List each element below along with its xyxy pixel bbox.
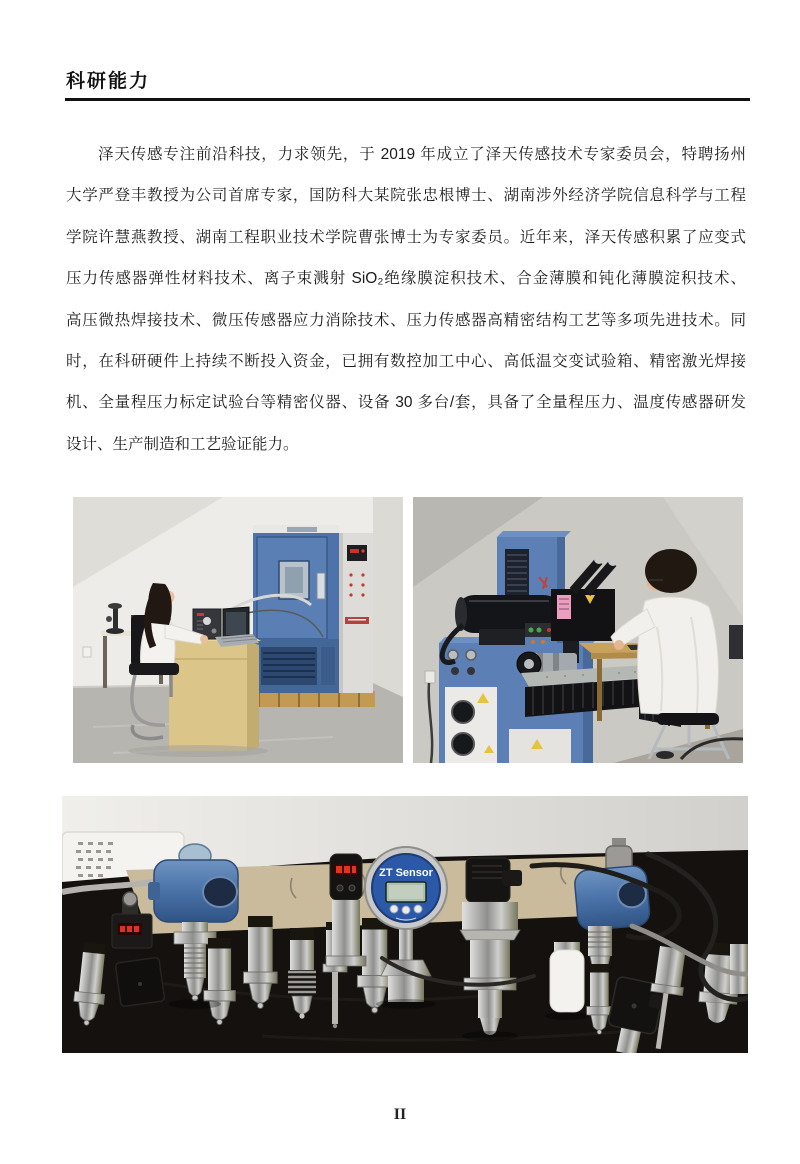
wall-outlet xyxy=(425,671,435,683)
paragraph-line: 学院许慧燕教授、湖南工程职业技术学院曹张博士为专家委员。近年来，泽天传感积累了应变式 xyxy=(66,228,746,246)
body-paragraph xyxy=(66,134,746,465)
photo-sensor-products xyxy=(62,796,748,1053)
title-rule xyxy=(65,98,750,101)
photo-test-chamber-lab xyxy=(73,497,403,763)
paragraph-line: 时，在科研硬件上持续不断投入资金，已拥有数控加工中心、高低温交变试验箱、精密激光焊接 xyxy=(66,352,746,370)
paragraph-line: 压力传感器弹性材料技术、离子束溅射 SiO₂绝缘膜淀积技术、合金薄膜和钝化薄膜淀积技术、 xyxy=(66,270,746,288)
paragraph-line: 大学严登丰教授为公司首席专家，国防科大某院张忠根博士、湖南涉外经济学院信息科学与工程 xyxy=(66,187,746,205)
smart-pressure-switch xyxy=(326,854,366,966)
wall-outlet xyxy=(83,647,91,657)
paragraph-line: 机、全量程压力标定试验台等精密仪器、设备 30 多台/套，具备了全量程压力、温度传感器研发 xyxy=(66,394,746,412)
photo-laser-welding-machine xyxy=(413,497,743,763)
paragraph-line: 设计、生产制造和工艺验证能力。 xyxy=(66,435,299,453)
page-number: II xyxy=(393,1106,407,1123)
pressure-sensor xyxy=(730,944,748,994)
paragraph-line: 泽天传感专注前沿科技，力求领先，于 2019 年成立了泽天传感技术专家委员会，特聘扬州 xyxy=(98,146,746,163)
page-title: 科研能力 xyxy=(66,71,151,92)
gauge-brand-label: ZT Sensor xyxy=(379,867,433,879)
paragraph-line: 高压微热焊接技术、微压传感器应力消除技术、压力传感器高精密结构工艺等多项先进技术。同 xyxy=(66,311,746,329)
environmental-test-chamber xyxy=(249,525,375,707)
white-ptfe-sensor xyxy=(550,942,584,1012)
